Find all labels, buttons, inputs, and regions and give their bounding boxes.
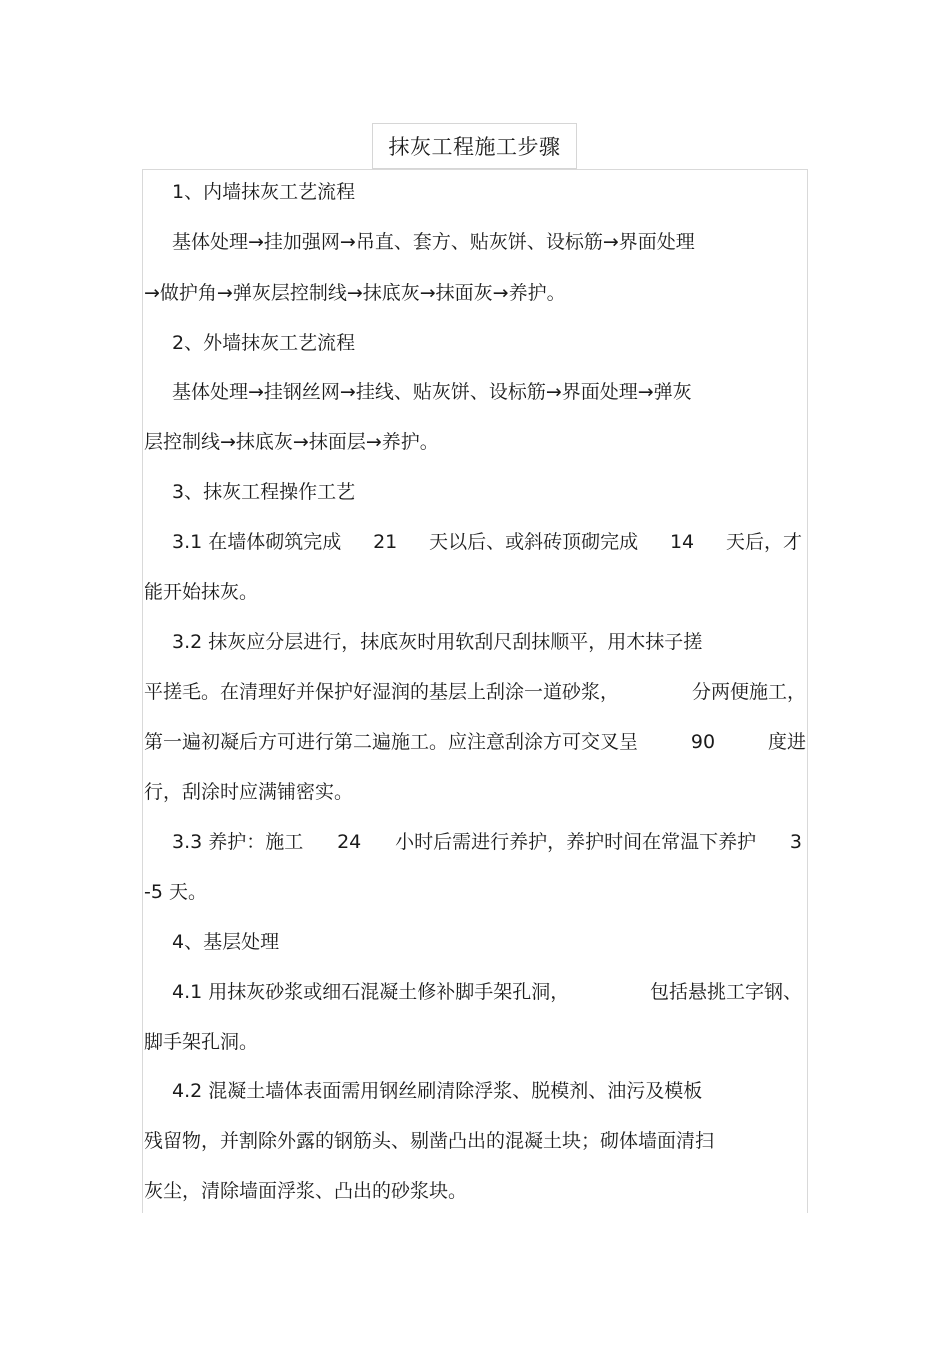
item-3-1-line-2: 能开始抹灰。 xyxy=(144,581,259,603)
item-3-2-l3-text-c: 度进 xyxy=(767,731,806,753)
item-3-1-text-c: 天以后、或斜砖顶砌完成 xyxy=(429,531,639,553)
item-3-3-text-a: 3.3 养护：施工 xyxy=(172,831,304,853)
item-4-1-line-1 xyxy=(172,978,802,1006)
item-3-2-line-1: 3.2 抹灰应分层进行，抹底灰时用软刮尺刮抹顺平，用木抹子搓 xyxy=(172,631,703,653)
item-3-1-text-a: 3.1 在墙体砌筑完成 xyxy=(172,531,342,553)
item-4-2-line-2: 残留物，并割除外露的钢筋头、剔凿凸出的混凝土块；砌体墙面清扫 xyxy=(144,1130,715,1152)
item-3-2-l3-num-90: 90 xyxy=(690,731,716,753)
item-4-1-line-2: 脚手架孔洞。 xyxy=(144,1031,259,1053)
page-title: 抹灰工程施工步骤 xyxy=(388,135,561,159)
item-3-2-line-2 xyxy=(144,678,806,706)
item-3-3-num-3: 3 xyxy=(789,831,802,853)
item-3-3-line-1 xyxy=(172,828,802,856)
section-2-flow-line-1: 基体处理→挂钢丝网→挂线、贴灰饼、设标筋→界面处理→弹灰 xyxy=(172,381,692,403)
section-2-heading: 2、外墙抹灰工艺流程 xyxy=(172,332,356,354)
item-3-1-text-e: 天后，才 xyxy=(725,531,802,553)
item-3-1-num-14: 14 xyxy=(669,531,695,553)
title-box xyxy=(372,123,577,169)
item-3-1-num-21: 21 xyxy=(373,531,398,553)
section-1-heading: 1、内墙抹灰工艺流程 xyxy=(172,181,356,203)
item-3-2-l3-text-a: 第一遍初凝后方可进行第二遍施工。应注意刮涂方可交叉呈 xyxy=(144,731,639,753)
item-3-1-line-1 xyxy=(172,528,802,556)
section-4-heading: 4、基层处理 xyxy=(172,931,280,953)
item-3-2-l2-text-b: 分两便施工， xyxy=(691,681,806,703)
item-4-1-text-b: 包括悬挑工字钢、 xyxy=(649,981,802,1003)
section-2-flow-line-2: 层控制线→抹底灰→抹面层→养护。 xyxy=(144,431,439,453)
item-4-2-line-3: 灰尘，清除墙面浮浆、凸出的砂浆块。 xyxy=(144,1180,468,1202)
section-1-flow-line-1: 基体处理→挂加强网→吊直、套方、贴灰饼、设标筋→界面处理 xyxy=(172,231,695,253)
item-3-2-l2-text-a: 平搓毛。在清理好并保护好湿润的基层上刮涂一道砂浆， xyxy=(144,681,620,703)
section-3-heading: 3、抹灰工程操作工艺 xyxy=(172,481,356,503)
item-3-2-line-3 xyxy=(144,728,806,756)
item-3-3-num-24: 24 xyxy=(337,831,362,853)
section-1-flow-line-2: →做护角→弹灰层控制线→抹底灰→抹面灰→养护。 xyxy=(144,282,566,304)
item-3-2-line-4: 行，刮涂时应满铺密实。 xyxy=(144,781,354,803)
item-4-1-text-a: 4.1 用抹灰砂浆或细石混凝土修补脚手架孔洞， xyxy=(172,981,570,1003)
item-4-2-line-1: 4.2 混凝土墙体表面需用钢丝刷清除浮浆、脱模剂、油污及模板 xyxy=(172,1080,703,1102)
item-3-3-text-c: 小时后需进行养护，养护时间在常温下养护 xyxy=(395,831,757,853)
item-3-3-line-2: -5 天。 xyxy=(144,881,207,903)
